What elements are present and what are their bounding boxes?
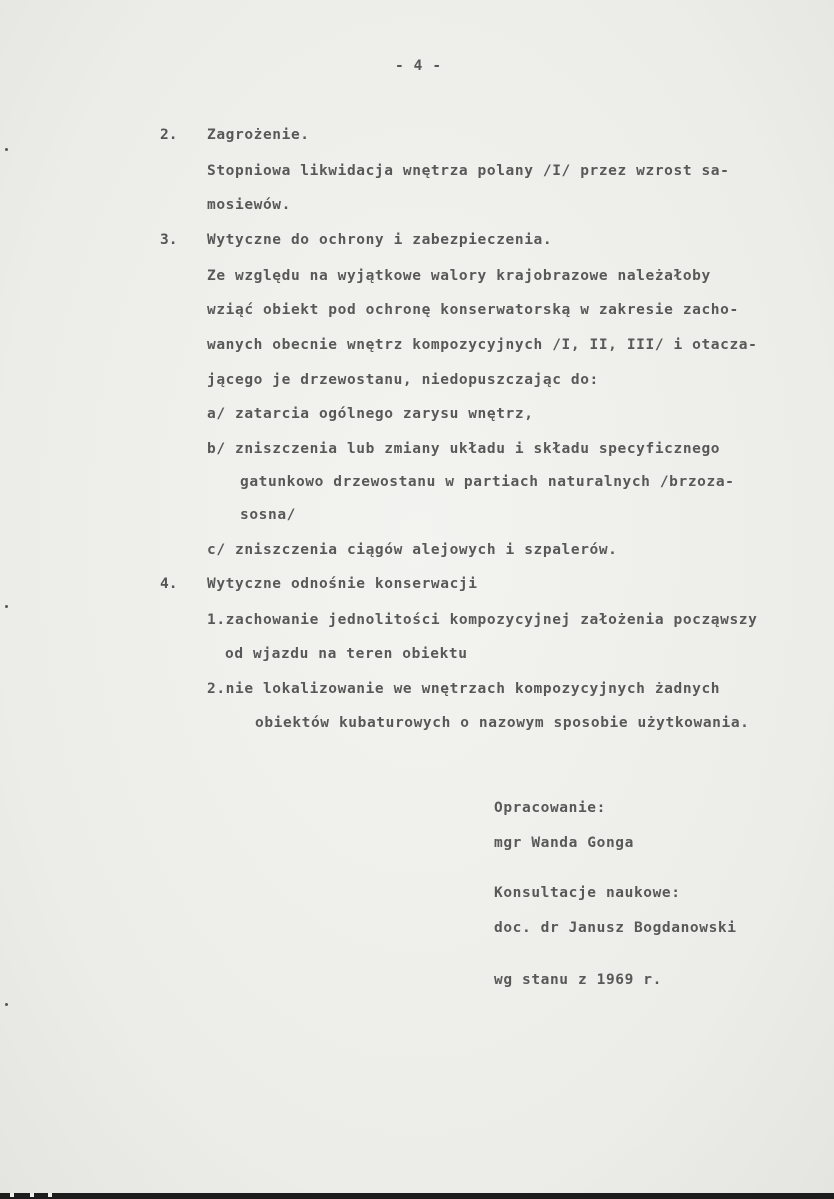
section-3-line: wanych obecnie wnętrz kompozycyjnych /I, II, III/ i otacza-: [207, 337, 758, 353]
prepared-label: Opracowanie:: [494, 800, 606, 816]
section-2-line: Stopniowa likwidacja wnętrza polany /I/ przez wzrost sa-: [207, 163, 730, 179]
page-number: - 4 -: [395, 58, 442, 74]
section-3-item: sosna/: [240, 507, 296, 523]
section-3-item: a/ zatarcia ogólnego zarysu wnętrz,: [207, 406, 534, 422]
section-4-item: od wjazdu na teren obiektu: [225, 646, 468, 662]
section-3-line: Ze względu na wyjątkowe walory krajobrazowe należałoby: [207, 268, 711, 284]
scan-bottom-edge: [0, 1193, 834, 1199]
section-3-number: 3.: [160, 232, 178, 248]
section-3-title: Wytyczne do ochrony i zabezpieczenia.: [207, 232, 553, 248]
binder-mark: [5, 1003, 8, 1006]
section-3-item: gatunkowo drzewostanu w partiach naturalnych /brzoza-: [240, 474, 735, 490]
section-2-number: 2.: [160, 127, 178, 143]
section-3-item: b/ zniszczenia lub zmiany układu i składu specyficznego: [207, 441, 721, 457]
section-4-number: 4.: [160, 576, 178, 592]
section-4-item: obiektów kubaturowych o nazowym sposobie użytkowania.: [255, 715, 750, 731]
section-4-item: 1.zachowanie jednolitości kompozycyjnej założenia począwszy: [207, 612, 758, 628]
prepared-by: mgr Wanda Gonga: [494, 835, 634, 851]
binder-mark: [5, 605, 8, 608]
binder-mark: [5, 148, 8, 151]
section-2-title: Zagrożenie.: [207, 127, 310, 143]
section-2-line: mosiewów.: [207, 197, 291, 213]
consult-by: doc. dr Janusz Bogdanowski: [494, 920, 737, 936]
section-3-line: jącego je drzewostanu, niedopuszczając do:: [207, 372, 599, 388]
section-4-title: Wytyczne odnośnie konserwacji: [207, 576, 478, 592]
consult-label: Konsultacje naukowe:: [494, 885, 681, 901]
section-4-item: 2.nie lokalizowanie we wnętrzach kompozycyjnych żadnych: [207, 681, 721, 697]
status-date: wg stanu z 1969 r.: [494, 972, 662, 988]
section-3-item: c/ zniszczenia ciągów alejowych i szpalerów.: [207, 542, 618, 558]
section-3-line: wziąć obiekt pod ochronę konserwatorską w zakresie zacho-: [207, 302, 739, 318]
